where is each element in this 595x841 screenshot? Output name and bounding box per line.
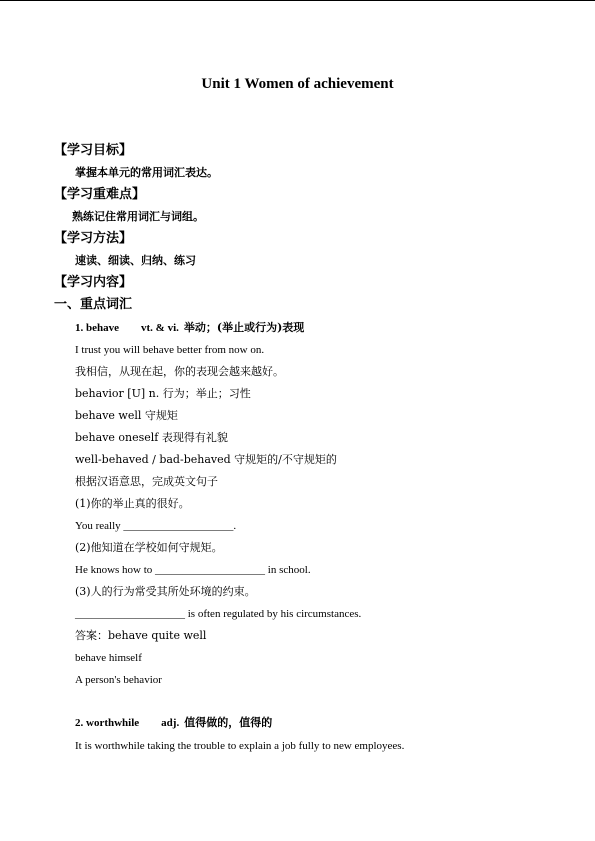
item1-meaning: 举动；(举止或行为)表现 [183, 321, 305, 334]
item2-example-en: It is worthwhile taking the trouble to explain a job fully to new employees. [75, 740, 405, 752]
page-title: Unit 1 Women of achievement [201, 76, 394, 92]
vocab-heading: 一、重点词汇 [54, 297, 133, 312]
goal-heading: 【学习目标】 [54, 143, 133, 158]
item1-answer-1: 答案：behave quite well [75, 629, 207, 642]
item1-answer-2: behave himself [75, 652, 142, 664]
item2-pos: adj. [161, 717, 180, 729]
item1-answer-3: A person's behavior [75, 674, 162, 686]
difficulty-heading: 【学习重难点】 [54, 187, 146, 202]
item1-headword-line [75, 321, 304, 335]
item2-word: 2. worthwhile [75, 717, 140, 729]
item1-example-en: I trust you will behave better from now on. [75, 344, 265, 356]
item2-headword-line [75, 716, 272, 730]
item1-q3-cn: (3)人的行为常受其所处环境的约束。 [75, 585, 256, 598]
item1-example-cn: 我相信，从现在起，你的表现会越来越好。 [75, 365, 284, 378]
difficulty-text: 熟练记住常用词汇与词组。 [72, 210, 204, 223]
item1-exercise-prompt: 根据汉语意思，完成英文句子 [75, 475, 218, 488]
method-text: 速读、细读、归纳、练习 [75, 254, 196, 267]
item1-q2-en: He knows how to ____________________ in school. [75, 564, 311, 576]
item1-q3-en: ____________________ is often regulated by his circumstances. [75, 608, 362, 620]
item1-q1-cn: (1)你的举止真的很好。 [75, 497, 190, 510]
item1-phrase-1: behave well 守规矩 [75, 409, 178, 422]
item1-q1-en: You really ____________________. [75, 520, 237, 532]
item1-word: 1. behave [75, 322, 119, 334]
item1-phrase-3: well-behaved / bad-behaved 守规矩的/不守规矩的 [75, 453, 337, 466]
content-heading: 【学习内容】 [54, 275, 133, 290]
top-rule [0, 0, 595, 1]
item1-phrase-2: behave oneself 表现得有礼貌 [75, 431, 228, 444]
goal-text: 掌握本单元的常用词汇表达。 [75, 166, 218, 179]
item1-behavior-def: behavior [U] n. 行为；举止；习性 [75, 387, 251, 400]
method-heading: 【学习方法】 [54, 231, 133, 246]
item1-q2-cn: (2)他知道在学校如何守规矩。 [75, 541, 223, 554]
item2-meaning: 值得做的，值得的 [184, 716, 273, 729]
item1-pos: vt. & vi. [141, 322, 179, 334]
